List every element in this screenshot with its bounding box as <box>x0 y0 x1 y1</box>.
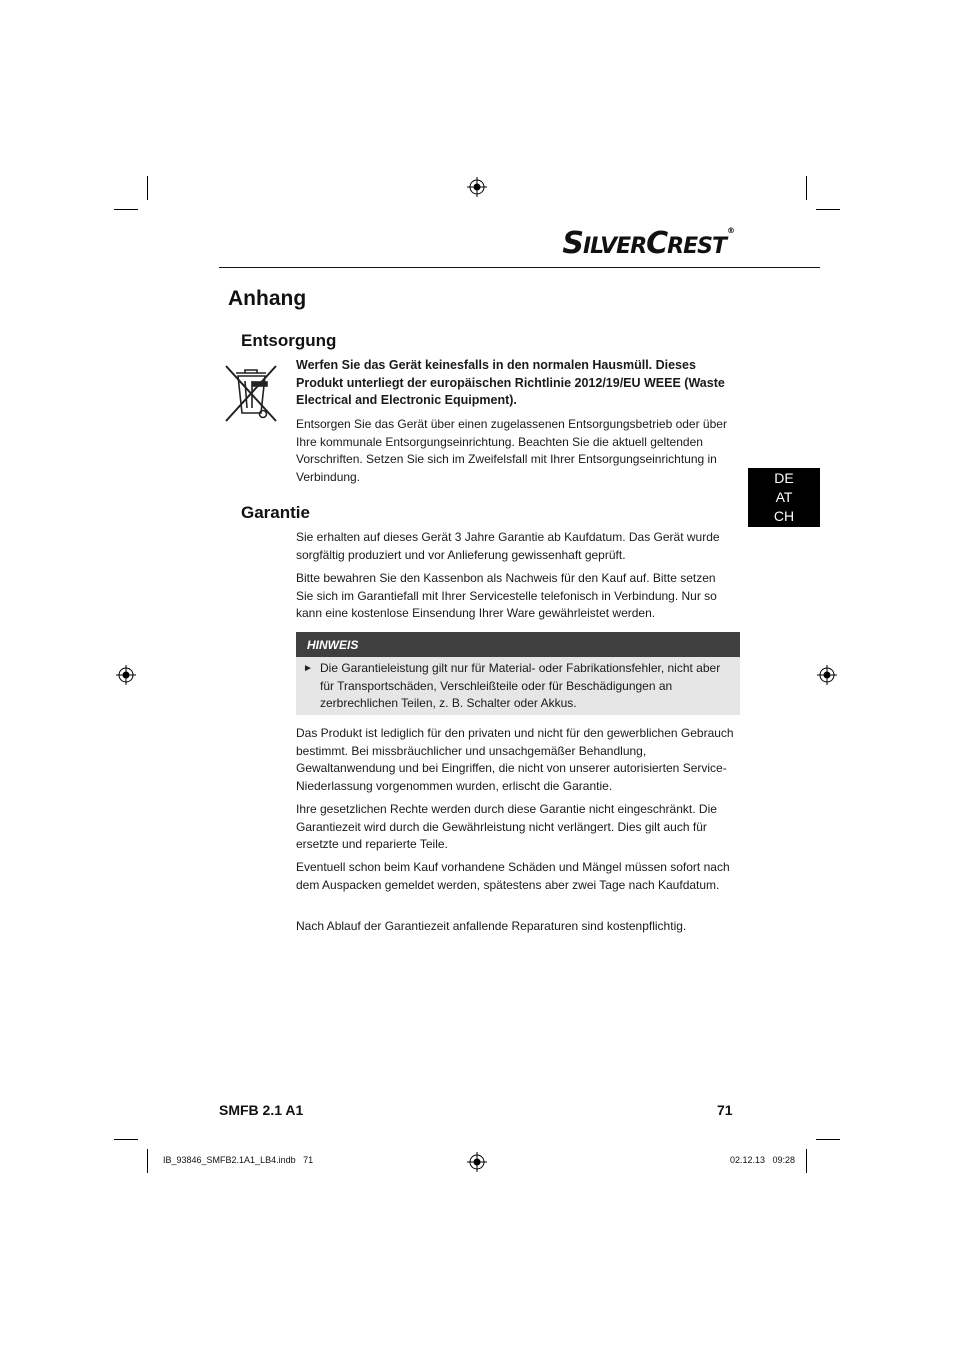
warranty-paragraph: Bitte bewahren Sie den Kassenbon als Nachweis für den Kauf auf. Bitte setzen Sie sich im Garantiefall mit Ihrer Servicestelle telefonisch in Verbindung. Nur so kann eine kostenlose Einsendung Ihrer Ware gewährleistet werden. <box>296 571 717 620</box>
note-text: Die Garantieleistung gilt nur für Material- oder Fabrikationsfehler, nicht aber für Transportschäden, Verschleißteile oder für Beschädigungen an zerbrechlichen Teilen, z. B. Schalter oder Akkus. <box>320 661 721 710</box>
language-tab <box>748 468 820 527</box>
language-de: DE <box>774 470 794 486</box>
footer-model: SMFB 2.1 A1 <box>219 1102 304 1118</box>
note-header <box>296 632 740 657</box>
print-slug-datetime: 02.12.13 09:28 <box>730 1155 796 1165</box>
print-slug-file: IB_93846_SMFB2.1A1_LB4.indb 71 <box>163 1155 314 1165</box>
warranty-paragraph: Sie erhalten auf dieses Gerät 3 Jahre Garantie ab Kaufdatum. Das Gerät wurde sorgfältig produziert und vor Anlieferung gewissenhaft geprüft. <box>296 530 720 562</box>
warranty-paragraph: Ihre gesetzlichen Rechte werden durch diese Garantie nicht eingeschränkt. Die Garantiezeit wird durch die Gewährleistung nicht verlängert. Dies gilt auch für ersetzte und reparierte Teile. <box>296 802 717 851</box>
crop-mark <box>147 176 148 200</box>
crossed-out-wheelie-bin-icon <box>223 363 279 425</box>
page-title: Anhang <box>228 287 307 310</box>
disposal-warning: Werfen Sie das Gerät keinesfalls in den normalen Hausmüll. Dieses Produkt unterliegt der europäischen Richtlinie 2012/19/EU WEEE (Waste Electrical and Electronic Equipment). <box>296 358 725 407</box>
warranty-heading: Garantie <box>241 503 310 522</box>
registration-mark-icon <box>467 177 487 197</box>
crop-mark <box>816 209 840 210</box>
bullet-arrow-icon: ► <box>303 663 313 674</box>
registration-mark-icon <box>116 665 136 685</box>
language-ch: CH <box>773 508 795 524</box>
crop-mark <box>806 176 807 200</box>
warranty-paragraph: Das Produkt ist lediglich für den privaten und nicht für den gewerblichen Gebrauch bestimmt. Bei missbräuchlicher und unsachgemäßer Behandlung, Gewaltanwendung und bei Eingriffen, die nicht von unserer autorisierten Service-Niederlassung vorgenommen wurden, erlischt die Garantie. <box>296 726 734 793</box>
page-number: 71 <box>717 1102 733 1118</box>
crop-mark <box>114 209 138 210</box>
disposal-heading: Entsorgung <box>241 331 337 350</box>
disposal-text: Entsorgen Sie das Gerät über einen zugelassenen Entsorgungsbetrieb oder über Ihre kommunale Entsorgungseinrichtung. Beachten Sie die aktuell geltenden Vorschriften. Setzen Sie sich im Zweifelsfall mit Ihrer Entsorgungseinrichtung in Verbindung. <box>296 417 727 484</box>
registration-mark-icon <box>817 665 837 685</box>
warranty-paragraph: Eventuell schon beim Kauf vorhandene Schäden und Mängel müssen sofort nach dem Auspacken gemeldet werden, spätestens aber zwei Tage nach Kaufdatum. <box>296 860 730 892</box>
crop-mark <box>114 1139 138 1140</box>
crop-mark <box>816 1139 840 1140</box>
brand-logo: SILVERCREST® <box>562 226 734 261</box>
note-title: HINWEIS <box>307 638 359 652</box>
crop-mark <box>806 1149 807 1173</box>
note-body <box>296 657 740 715</box>
header-rule <box>219 267 820 268</box>
warranty-paragraph: Nach Ablauf der Garantiezeit anfallende Reparaturen sind kostenpflichtig. <box>296 919 687 933</box>
crop-mark <box>147 1149 148 1173</box>
registration-mark-icon <box>467 1152 487 1172</box>
language-at: AT <box>775 489 793 505</box>
